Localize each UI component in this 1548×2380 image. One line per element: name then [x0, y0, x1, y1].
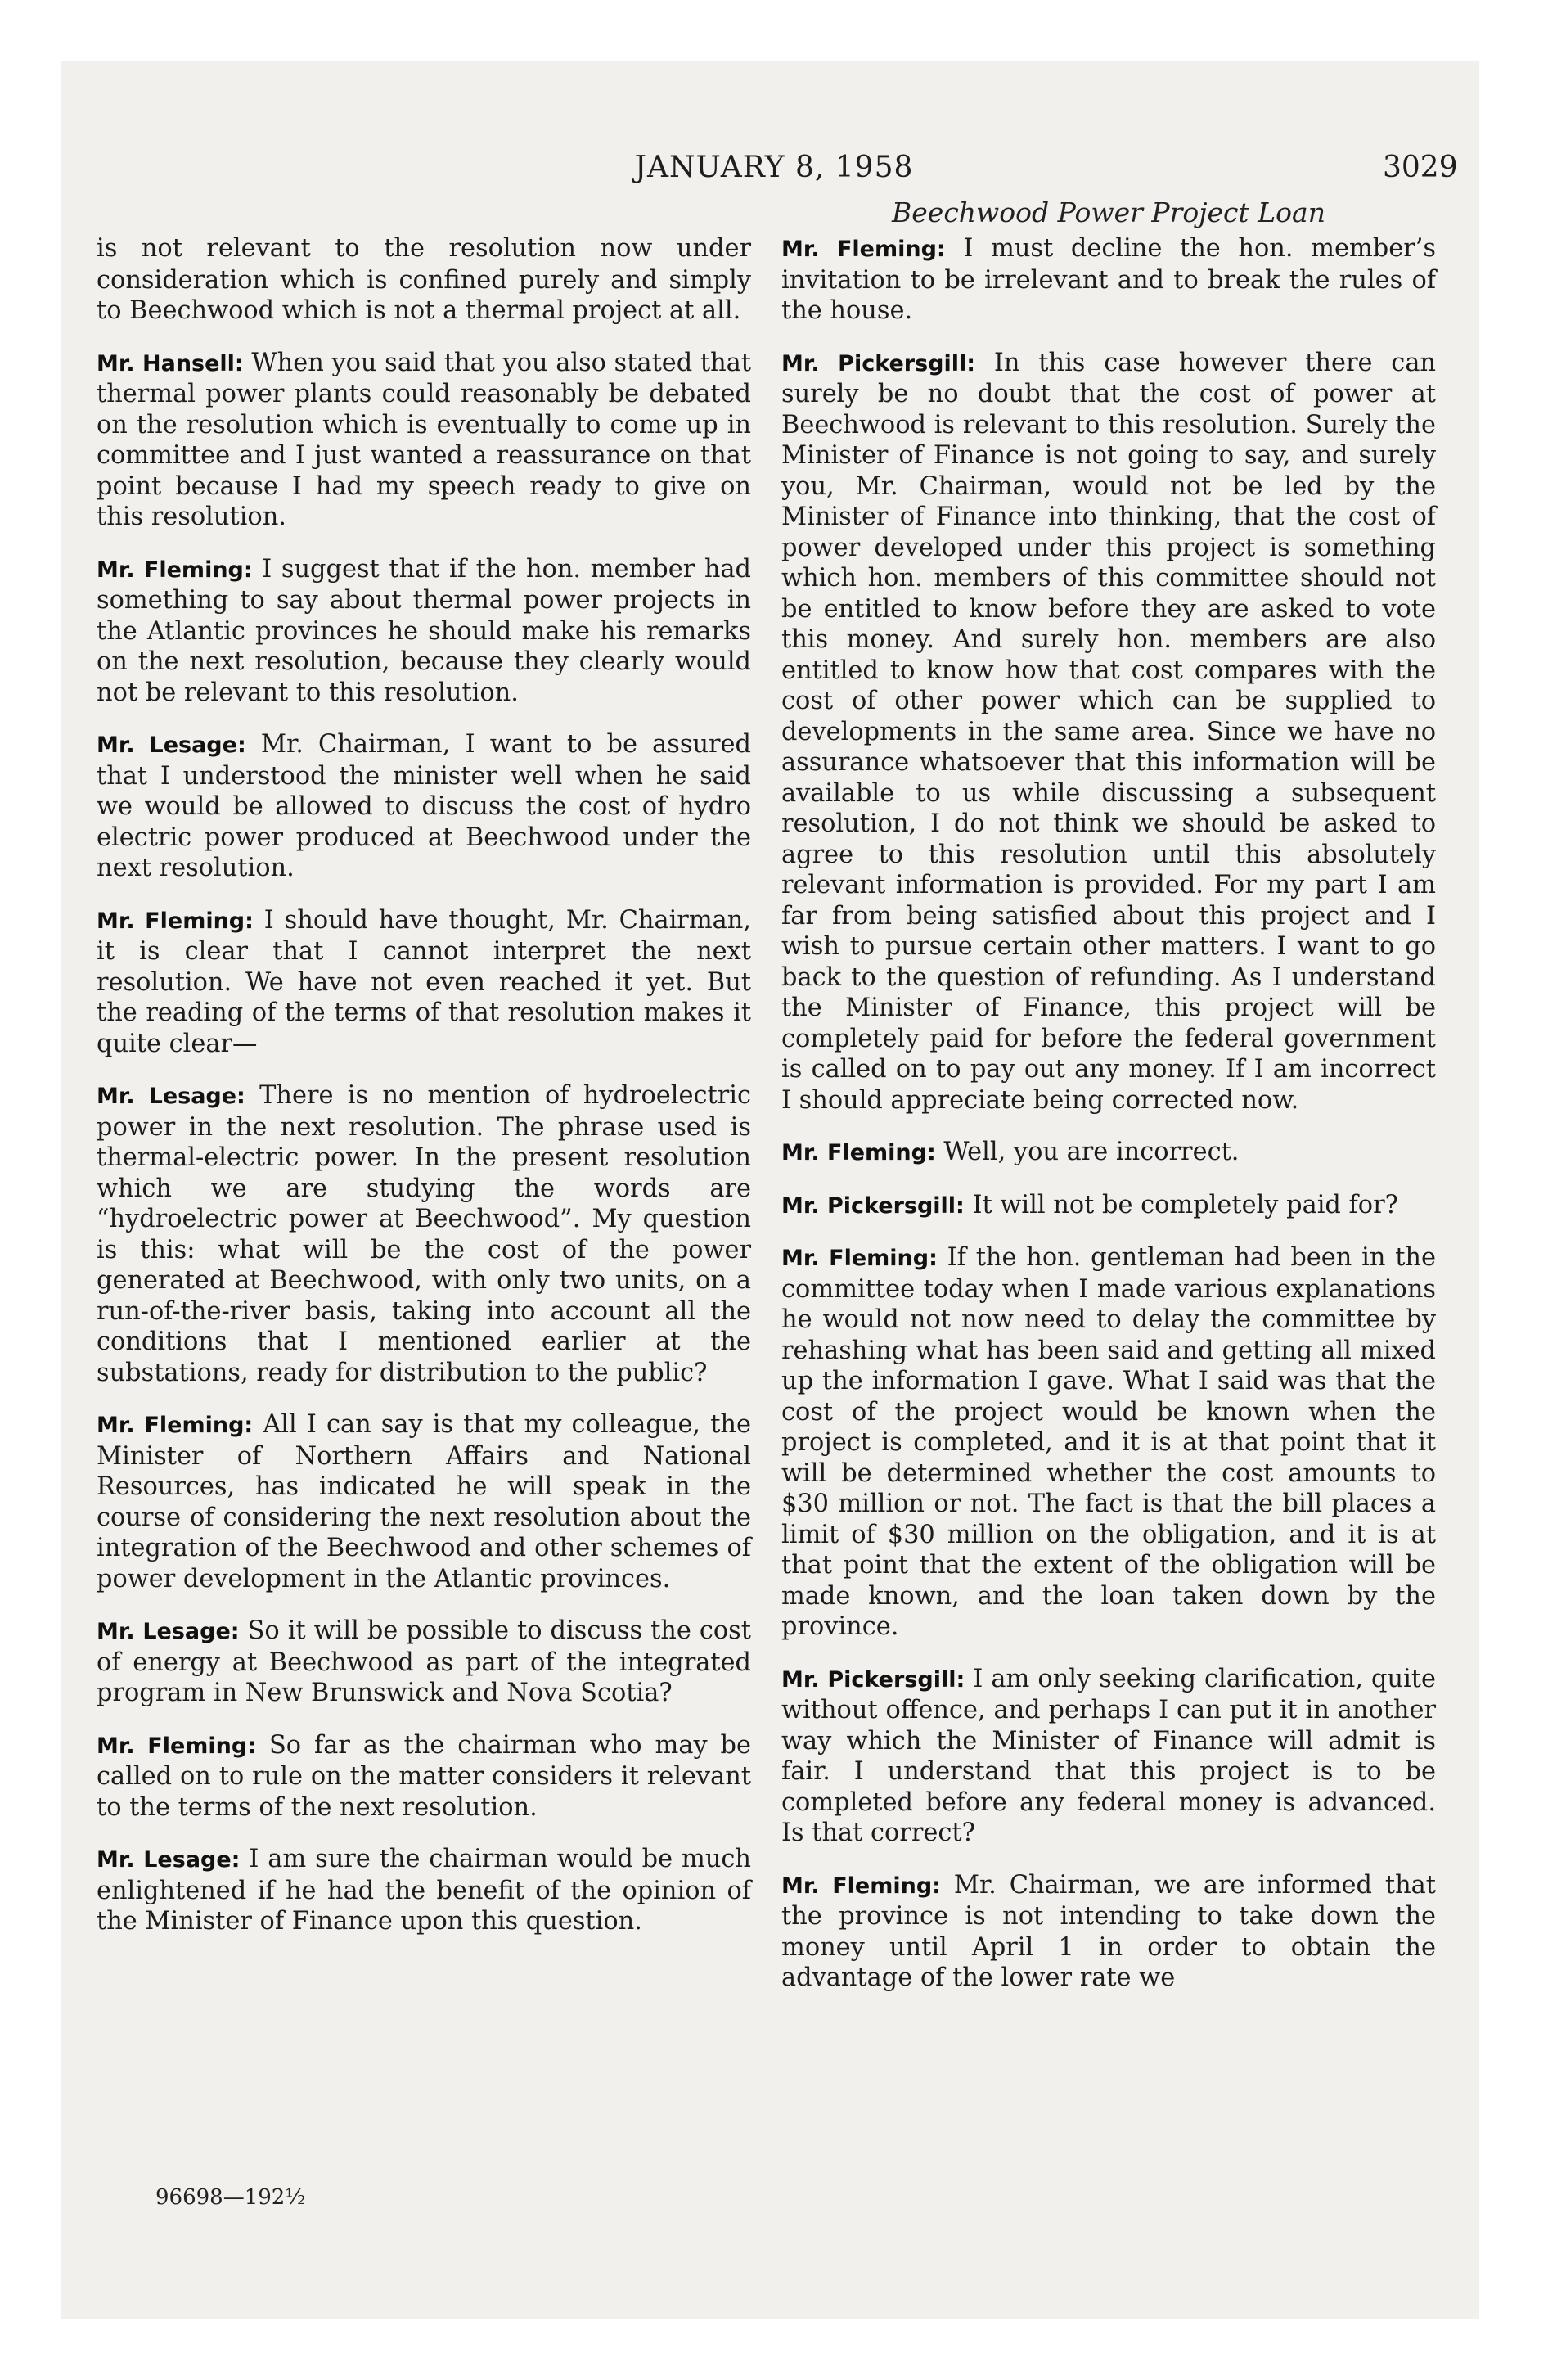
speech-text: Mr. Chairman, I want to be assured that I understood the minister well when he said we would be allowed to discuss the cost of hydro electric power produced at Beechwood under the next resolution. — [97, 730, 751, 882]
speech-text: In this case however there can surely be no doubt that the cost of power at Beechwood is relevant to this resolution. Surely the Minister of Finance is not going to say, and surely you, Mr. Chairman, would not be led by the Minister of Finance into thinking, that the cost of power developed under this project is something which hon. members of this committee should not be entitled to know before they are asked to vote this money. And surely hon. members are also entitled to know how that cost compares with the cost of other power which can be supplied to developments in the same area. Since we have no assurance whatsoever that this information will be available to us while discussing a subsequent resolution, I do not think we should be asked to agree to this resolution until this absolutely relevant information is provided. For my part I am far from being satisfied about this project and I wish to pursue certain other matters. I want to go back to the question of refunding. As I understand the Minister of Finance, this project will be completely paid for before the federal government is called on to pay out any money. If I am incorrect I should appreciate being corrected now. — [781, 348, 1437, 1115]
speaker-name: Mr. Lesage: — [97, 1847, 241, 1873]
paragraph — [97, 348, 751, 533]
speech-text: I suggest that if the hon. member had something to say about thermal power projects in the Atlantic provinces he should make his remarks on the next resolution, because they clearly would not be relevant to this resolution. — [97, 554, 751, 707]
speech-text: Well, you are incorrect. — [943, 1138, 1240, 1166]
paragraph — [781, 1190, 1436, 1222]
speech-text: Mr. Chairman, we are informed that the province is not intending to take down the money until April 1 in order to obtain the advantage of the lower rate we — [781, 1870, 1436, 1992]
left-column — [97, 233, 751, 1959]
speaker-name: Mr. Lesage: — [97, 732, 246, 758]
speaker-name: Mr. Pickersgill: — [781, 1192, 965, 1219]
paragraph — [97, 1616, 751, 1709]
speaker-name: Mr. Lesage: — [97, 1619, 240, 1644]
paragraph — [97, 1844, 751, 1937]
speaker-name: Mr. Fleming: — [97, 557, 253, 583]
paragraph — [97, 729, 751, 884]
speech-text: I am only seeking clarification, quite without offence, and perhaps I can put it in another way which the Minister of Finance will admit is fair. I understand that this project is to be completed before any federal money is advanced. Is that correct? — [781, 1664, 1436, 1847]
paragraph — [781, 1664, 1436, 1849]
speaker-name: Mr. Pickersgill: — [781, 350, 976, 376]
speech-text: is not relevant to the resolution now under consideration which is confined purely and simply to Beechwood which is not a thermal project at all. — [97, 234, 751, 325]
paragraph — [781, 348, 1436, 1116]
speaker-name: Mr. Fleming: — [781, 237, 946, 262]
speaker-name: Mr. Fleming: — [97, 1733, 257, 1759]
speech-text: When you said that you also stated that thermal power plants could reasonably be debated on the resolution which is eventually to come up in committee and I just wanted a reassurance on that point because I had my speech ready to give on this resolution. — [97, 348, 752, 531]
speaker-name: Mr. Lesage: — [97, 1084, 245, 1109]
speech-text: So it will be possible to discuss the cost of energy at Beechwood as part of the integrated program in New Brunswick and Nova Scotia? — [97, 1616, 751, 1707]
speaker-name: Mr. Fleming: — [781, 1873, 941, 1899]
speech-text: It will not be completely paid for? — [972, 1190, 1398, 1219]
section-subtitle: Beechwood Power Project Loan — [892, 196, 1325, 228]
speaker-name: Mr. Fleming: — [781, 1246, 938, 1271]
paragraph — [781, 1870, 1436, 1994]
paragraph — [781, 1242, 1436, 1643]
speaker-name: Mr. Fleming: — [97, 1413, 254, 1438]
paragraph — [97, 905, 751, 1060]
paragraph — [97, 1080, 751, 1388]
paragraph — [97, 554, 751, 709]
speaker-name: Mr. Fleming: — [97, 908, 254, 934]
paragraph — [781, 233, 1436, 327]
speech-text: I must decline the hon. member’s invitation to be irrelevant and to break the rules of the house. — [781, 234, 1436, 325]
paragraph — [97, 1409, 751, 1594]
speech-text: There is no mention of hydroelectric power in the next resolution. The phrase used is thermal-electric power. In the present resolution which we are studying the words are “hydroelectric power at Beechwood”. My question is this: what will be the cost of the power generated at Beechwood, with only two units, on a run-of-the-river basis, taking into account all the conditions that I mentioned earlier at the substations, ready for distribution to the public? — [97, 1081, 751, 1387]
page-number: 3029 — [1383, 151, 1458, 184]
right-column — [781, 233, 1436, 2015]
speaker-name: Mr. Fleming: — [781, 1140, 936, 1165]
speech-text: I should have thought, Mr. Chairman, it is clear that I cannot interpret the next resolution. We have not even reached it yet. But the reading of the terms of that resolution makes it quite clear— — [97, 905, 751, 1058]
paragraph — [97, 1730, 751, 1823]
paragraph — [781, 1137, 1436, 1169]
speaker-name: Mr. Pickersgill: — [781, 1666, 965, 1693]
page-date-header: JANUARY 8, 1958 — [634, 151, 914, 184]
paragraph — [97, 233, 751, 327]
speech-text: All I can say is that my colleague, the Minister of Northern Affairs and National Resources, has indicated he will speak in the course of considering the next resolution about the integration of the Beechwood and other schemes of power development in the Atlantic provinces. — [97, 1410, 751, 1593]
print-code-footnote: 96698—192½ — [155, 2185, 306, 2210]
speaker-name: Mr. Hansell: — [97, 350, 244, 376]
speech-text: If the hon. gentleman had been in the committee today when I made various explanations he would not now need to delay the committee by rehashing what has been said and getting all mixed up the information I gave. What I said was that the cost of the project would be known when the project is completed, and it is at that point that it will be determined whether the cost amounts to $30 million or not. The fact is that the bill places a limit of $30 million on the obligation, and it is at that point that the extent of the obligation will be made known, and the loan taken down by the province. — [781, 1243, 1436, 1641]
speech-text: I am sure the chairman would be much enlightened if he had the benefit of the opinion of the Minister of Finance upon this question. — [97, 1845, 752, 1936]
speech-text: So far as the chairman who may be called on to rule on the matter considers it relevant to the terms of the next resolution. — [97, 1730, 751, 1822]
